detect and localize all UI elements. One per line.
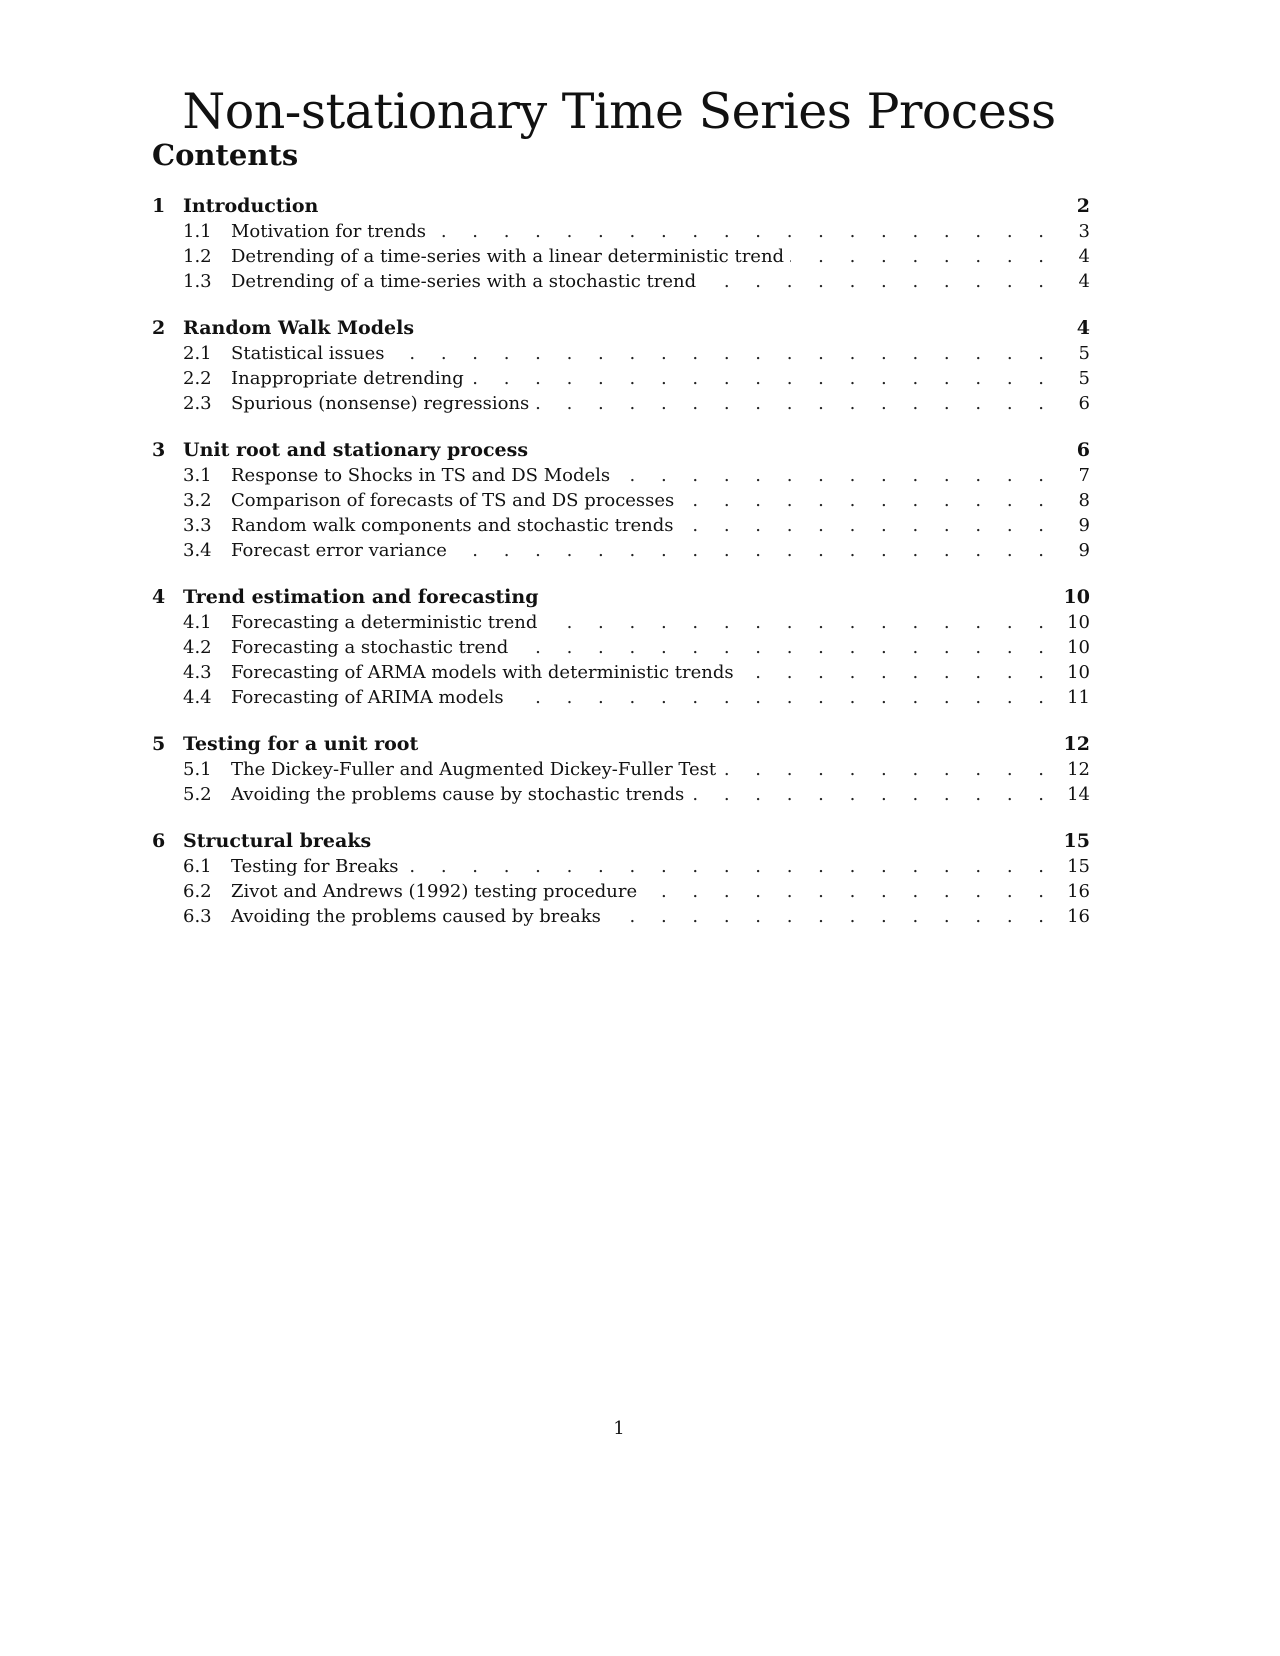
subsection-page-number: 15 bbox=[1067, 856, 1090, 877]
subsection-number: 4.2 bbox=[183, 637, 212, 658]
toc-subsection-entry[interactable] bbox=[152, 513, 1090, 538]
subsection-number: 1.1 bbox=[183, 221, 212, 242]
dot-leader bbox=[543, 610, 1054, 635]
toc-subsection-entry[interactable] bbox=[152, 244, 1090, 269]
toc-section-entry[interactable] bbox=[152, 438, 1090, 463]
document-title: Non-stationary Time Series Process bbox=[182, 82, 1056, 140]
subsection-title: Response to Shocks in TS and DS Models bbox=[231, 465, 611, 486]
dot-leader bbox=[680, 513, 1055, 538]
section-title: Random Walk Models bbox=[183, 317, 415, 339]
section-page-number: 2 bbox=[1076, 195, 1090, 217]
toc-subsection-entry[interactable] bbox=[152, 854, 1090, 879]
dot-leader bbox=[643, 879, 1054, 904]
subsection-title: Statistical issues bbox=[231, 343, 385, 364]
toc-subsection-entry[interactable] bbox=[152, 782, 1090, 807]
toc-section-entry[interactable] bbox=[152, 585, 1090, 610]
dot-leader bbox=[616, 463, 1054, 488]
subsection-title: Testing for Breaks bbox=[231, 856, 399, 877]
subsection-number: 1.2 bbox=[183, 246, 212, 267]
section-title: Trend estimation and forecasting bbox=[183, 586, 539, 608]
section-title: Structural breaks bbox=[183, 830, 372, 852]
dot-leader bbox=[510, 685, 1054, 710]
toc-subsection-entry[interactable] bbox=[152, 635, 1090, 660]
dot-leader bbox=[722, 757, 1054, 782]
dot-leader bbox=[391, 341, 1054, 366]
subsection-title: Forecasting a stochastic trend bbox=[231, 637, 509, 658]
dot-leader bbox=[535, 391, 1054, 416]
subsection-number: 5.1 bbox=[183, 759, 212, 780]
subsection-title: Forecasting of ARMA models with deterministic trends bbox=[231, 662, 734, 683]
subsection-page-number: 6 bbox=[1078, 393, 1090, 414]
toc-section bbox=[152, 316, 1090, 416]
subsection-page-number: 9 bbox=[1078, 515, 1090, 536]
subsection-number: 4.4 bbox=[183, 687, 212, 708]
subsection-page-number: 5 bbox=[1078, 343, 1090, 364]
subsection-number: 5.2 bbox=[183, 784, 212, 805]
toc-subsection-entry[interactable] bbox=[152, 366, 1090, 391]
subsection-title: Avoiding the problems caused by breaks bbox=[231, 906, 601, 927]
toc-subsection-entry[interactable] bbox=[152, 488, 1090, 513]
table-of-contents bbox=[152, 194, 1090, 951]
subsection-number: 3.1 bbox=[183, 465, 212, 486]
subsection-title: Zivot and Andrews (1992) testing procedure bbox=[231, 881, 638, 902]
subsection-page-number: 10 bbox=[1067, 662, 1090, 683]
toc-subsection-entry[interactable] bbox=[152, 879, 1090, 904]
toc-subsection-entry[interactable] bbox=[152, 341, 1090, 366]
subsection-page-number: 16 bbox=[1067, 881, 1090, 902]
dot-leader bbox=[690, 782, 1054, 807]
subsection-number: 3.2 bbox=[183, 490, 212, 511]
subsection-number: 4.3 bbox=[183, 662, 212, 683]
dot-leader bbox=[680, 488, 1054, 513]
section-title: Introduction bbox=[183, 195, 319, 217]
subsection-page-number: 10 bbox=[1067, 637, 1090, 658]
contents-heading: Contents bbox=[152, 138, 299, 172]
toc-section bbox=[152, 438, 1090, 563]
subsection-page-number: 3 bbox=[1078, 221, 1090, 242]
subsection-number: 6.3 bbox=[183, 906, 212, 927]
toc-section-entry[interactable] bbox=[152, 194, 1090, 219]
subsection-page-number: 4 bbox=[1078, 271, 1090, 292]
subsection-title: Avoiding the problems cause by stochastic trends bbox=[231, 784, 685, 805]
toc-subsection-entry[interactable] bbox=[152, 660, 1090, 685]
subsection-number: 6.1 bbox=[183, 856, 212, 877]
subsection-number: 2.1 bbox=[183, 343, 212, 364]
toc-subsection-entry[interactable] bbox=[152, 269, 1090, 294]
toc-section bbox=[152, 732, 1090, 807]
subsection-page-number: 12 bbox=[1067, 759, 1090, 780]
dot-leader bbox=[607, 904, 1054, 929]
subsection-title: Motivation for trends bbox=[231, 221, 426, 242]
subsection-page-number: 10 bbox=[1067, 612, 1090, 633]
subsection-number: 2.2 bbox=[183, 368, 212, 389]
section-number: 6 bbox=[152, 830, 166, 852]
subsection-number: 3.3 bbox=[183, 515, 212, 536]
toc-section bbox=[152, 585, 1090, 710]
section-number: 4 bbox=[152, 586, 166, 608]
subsection-page-number: 16 bbox=[1067, 906, 1090, 927]
subsection-page-number: 5 bbox=[1078, 368, 1090, 389]
section-number: 2 bbox=[152, 317, 166, 339]
subsection-title: Detrending of a time-series with a linear deterministic trend bbox=[231, 246, 785, 267]
subsection-title: Random walk components and stochastic trends bbox=[231, 515, 674, 536]
dot-leader bbox=[514, 635, 1054, 660]
subsection-page-number: 11 bbox=[1067, 687, 1090, 708]
subsection-title: Forecasting a deterministic trend bbox=[231, 612, 538, 633]
section-title: Unit root and stationary process bbox=[183, 439, 529, 461]
section-page-number: 15 bbox=[1063, 830, 1090, 852]
section-title: Testing for a unit root bbox=[183, 733, 419, 755]
dot-leader bbox=[453, 538, 1054, 563]
dot-leader bbox=[790, 244, 1054, 269]
toc-section-entry[interactable] bbox=[152, 732, 1090, 757]
subsection-title: Inappropriate detrending bbox=[231, 368, 464, 389]
toc-subsection-entry[interactable] bbox=[152, 610, 1090, 635]
section-page-number: 4 bbox=[1076, 317, 1090, 339]
subsection-number: 1.3 bbox=[183, 271, 212, 292]
dot-leader bbox=[740, 660, 1054, 685]
subsection-page-number: 9 bbox=[1078, 540, 1090, 561]
dot-leader bbox=[405, 854, 1054, 879]
subsection-number: 4.1 bbox=[183, 612, 212, 633]
subsection-page-number: 7 bbox=[1078, 465, 1090, 486]
dot-leader bbox=[702, 269, 1054, 294]
subsection-number: 6.2 bbox=[183, 881, 212, 902]
section-number: 3 bbox=[152, 439, 166, 461]
toc-subsection-entry[interactable] bbox=[152, 538, 1090, 563]
dot-leader bbox=[432, 219, 1054, 244]
subsection-title: Comparison of forecasts of TS and DS processes bbox=[231, 490, 675, 511]
toc-section bbox=[152, 829, 1090, 929]
section-number: 1 bbox=[152, 195, 166, 217]
subsection-page-number: 4 bbox=[1078, 246, 1090, 267]
page-number: 1 bbox=[613, 1418, 625, 1439]
subsection-number: 3.4 bbox=[183, 540, 212, 561]
toc-subsection-entry[interactable] bbox=[152, 757, 1090, 782]
toc-section-entry[interactable] bbox=[152, 829, 1090, 854]
toc-subsection-entry[interactable] bbox=[152, 391, 1090, 416]
subsection-title: Forecast error variance bbox=[231, 540, 447, 561]
toc-subsection-entry[interactable] bbox=[152, 219, 1090, 244]
dot-leader bbox=[470, 366, 1054, 391]
subsection-title: Detrending of a time-series with a stochastic trend bbox=[231, 271, 697, 292]
subsection-page-number: 14 bbox=[1067, 784, 1090, 805]
toc-section bbox=[152, 194, 1090, 294]
section-number: 5 bbox=[152, 733, 166, 755]
subsection-title: Spurious (nonsense) regressions bbox=[231, 393, 530, 414]
subsection-title: The Dickey-Fuller and Augmented Dickey-Fuller Test bbox=[231, 759, 717, 780]
section-page-number: 10 bbox=[1063, 586, 1090, 608]
subsection-number: 2.3 bbox=[183, 393, 212, 414]
toc-subsection-entry[interactable] bbox=[152, 904, 1090, 929]
section-page-number: 12 bbox=[1063, 733, 1090, 755]
toc-subsection-entry[interactable] bbox=[152, 463, 1090, 488]
section-page-number: 6 bbox=[1076, 439, 1090, 461]
toc-subsection-entry[interactable] bbox=[152, 685, 1090, 710]
subsection-title: Forecasting of ARIMA models bbox=[231, 687, 504, 708]
subsection-page-number: 8 bbox=[1078, 490, 1090, 511]
toc-section-entry[interactable] bbox=[152, 316, 1090, 341]
